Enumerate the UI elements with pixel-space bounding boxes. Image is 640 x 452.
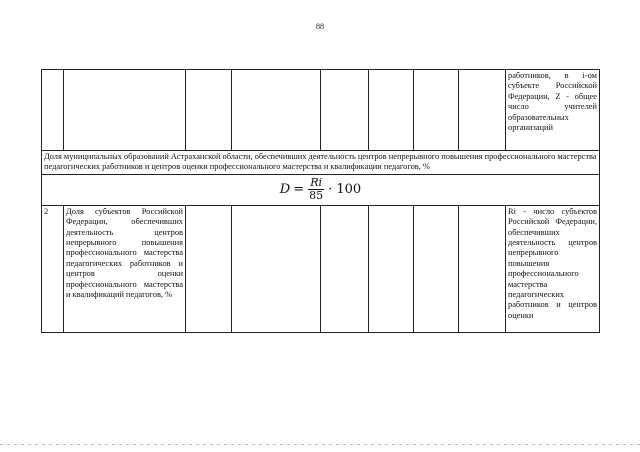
formula-numerator: Ri <box>310 176 323 190</box>
cell-empty <box>369 205 414 332</box>
method-note-cell <box>506 205 600 332</box>
indicators-table <box>41 69 600 333</box>
cell-empty <box>459 205 506 332</box>
cell-empty <box>321 205 369 332</box>
indicator-name <box>64 205 186 332</box>
cell-empty <box>232 205 321 332</box>
cell-empty <box>414 205 459 332</box>
formula-equals: = <box>293 181 305 197</box>
formula-lhs: D <box>279 181 291 197</box>
formula-fraction <box>307 177 325 202</box>
cell-empty <box>232 70 321 151</box>
cell-empty <box>186 205 232 332</box>
section-title-row <box>42 151 600 175</box>
cell-empty <box>369 70 414 151</box>
scan-edge <box>0 444 640 445</box>
cell-empty <box>459 70 506 151</box>
cell-empty <box>186 70 232 151</box>
table-row-top <box>42 70 600 151</box>
cell-empty <box>414 70 459 151</box>
row-number: 2 <box>42 205 64 332</box>
page-number: 88 <box>316 22 324 31</box>
cell-empty <box>64 70 186 151</box>
formula-row <box>42 174 600 205</box>
table-row-2 <box>42 205 600 332</box>
indicator-text: Доля субъектов Российской Федерации, обеспечивших деятельность центров непрерывного повышения профессионального мастерства педагогических работников и центров оценки профессионального мастерства и квалификаций педагогов, % <box>66 206 183 300</box>
section-title: Доля муниципальных образований Астраханской области, обеспечивших деятельность центров непрерывного повышения профессионального мастерства педагогических работников и центров оценки профессионального мастерства и квалификации педагогов, % <box>42 151 600 175</box>
cell-empty <box>42 70 64 151</box>
method-note-text: Ri - число субъектов Российской Федерации, обеспечивших деятельность центров непрерывного повышения профессионального мастерства педагогических работников и центров оценки <box>508 206 597 320</box>
formula-denominator: 85 <box>309 189 324 203</box>
formula-cell <box>42 174 600 205</box>
method-note-cell <box>506 70 600 151</box>
formula <box>280 177 361 202</box>
method-note-text: работников, в i-ом субъекте Российской Федерации, Z - общее число учителей образовательных организаций <box>508 71 597 133</box>
formula-multiplier: · 100 <box>328 181 362 197</box>
cell-empty <box>321 70 369 151</box>
